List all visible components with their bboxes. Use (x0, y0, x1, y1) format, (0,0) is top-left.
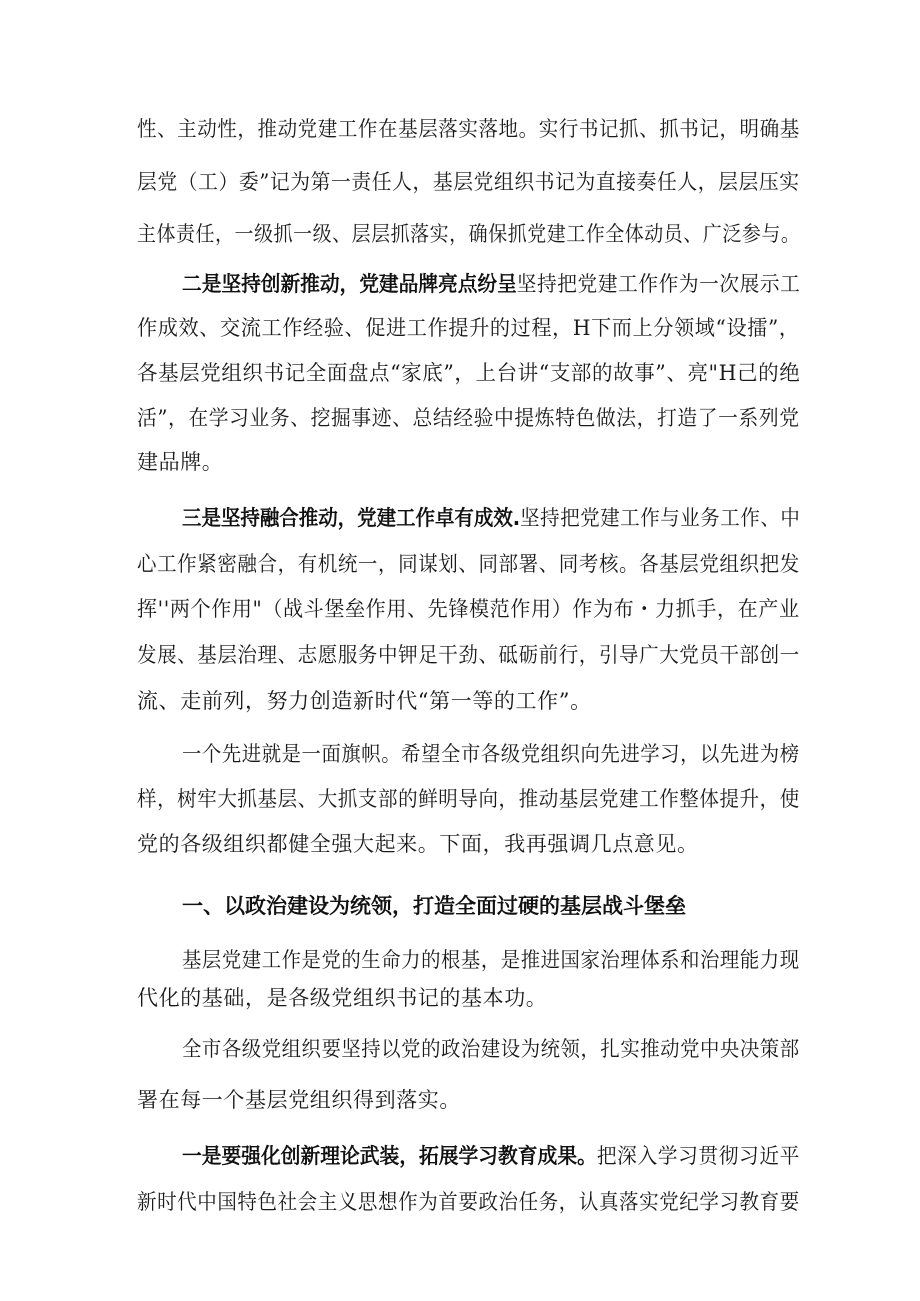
line-text: 新时代中国特色社会主义思想作为首要政治任务，认真落实党纪学习教育要 (137, 1190, 800, 1214)
line-text: 样，树牢大抓基层、大抓支部的鲜明导向，推动基层党建工作整体提升，使 (137, 787, 800, 811)
paragraph-start-line (182, 945, 800, 975)
line-text: 党的各级组织都健全强大起来。下面，我再强调几点意见。 (137, 832, 699, 856)
paragraph-start-line (182, 503, 800, 533)
line-text: 坚持把党建工作与业务工作、中 (520, 506, 801, 530)
paragraph-start-line (182, 1034, 800, 1064)
line-text: 坚持把党建工作作为一次展示工 (516, 272, 801, 296)
line-text: 把深入学习贯彻习近平 (596, 1144, 800, 1168)
paragraph-lead-heading: 二是坚持创新推动，党建品牌亮点纷呈 (182, 272, 517, 296)
line-text: 层党（工）委”记为第一责任人，基层党组织书记为直接奏任人，层层压实 (137, 170, 800, 194)
body-line (137, 784, 800, 814)
line-text: 基层党建工作是党的生命力的根基，是推进国家治理体系和治理能力现 (182, 948, 800, 972)
line-text: 全市各级党组织要坚持以党的政治建设为统领，扎实推动党中央决策部 (182, 1037, 800, 1061)
body-line (137, 983, 547, 1013)
paragraph-start-line (182, 739, 800, 769)
paragraph-lead-heading: 三是坚持融合推动，党建工作卓有成效. (182, 506, 521, 530)
section-heading (182, 891, 686, 921)
line-text: 一个先进就是一面旗帜。希望全市各级党组织向先进学习，以先进为榜 (182, 742, 800, 766)
body-line (137, 686, 592, 716)
line-text: 发展、基层治理、志愿服务中钾足干劲、砥砺前行，引导广大党员干部创一 (137, 643, 800, 667)
body-line (137, 1085, 461, 1115)
line-text: 心工作紧密融合，有机统一，同谋划、同部署、同考核。各基层党组织把发 (137, 552, 800, 576)
body-line (137, 358, 800, 388)
body-line (137, 313, 800, 343)
line-text: 活”，在学习业务、挖掘事迹、总结经验中提炼特色做法，打造了一系列党 (137, 406, 800, 430)
section-heading-text: 一、以政治建设为统领，打造全面过硬的基层战斗堡垒 (182, 894, 686, 918)
paragraph-start-line (182, 269, 800, 299)
body-line (137, 640, 800, 670)
body-line (137, 167, 800, 197)
paragraph-start-line (182, 1141, 800, 1171)
body-line (137, 114, 800, 144)
body-line (137, 219, 800, 249)
line-text: 性、主动性，推动党建工作在基层落实落地。实行书记抓、抓书记，明确基 (137, 117, 800, 141)
body-line (137, 549, 800, 579)
line-text: 代化的基础，是各级党组织书记的基本功。 (137, 986, 548, 1010)
paragraph-lead-heading: 一是要强化创新理论武装，拓展学习教育成果。 (182, 1144, 597, 1168)
line-text: 署在每一个基层党组织得到落实。 (137, 1088, 461, 1112)
line-text: 主体责任，一级抓一级、层层抓落实，确保抓党建工作全体动员、广泛参与。 (137, 222, 801, 246)
line-text: 各基层党组织书记全面盘点“家底”，上台讲“支部的故事”、亮"H己的绝 (137, 361, 801, 385)
body-line (137, 447, 223, 477)
line-text: 挥''两个作用"（战斗堡垒作用、先锋模范作用）作为布・力抓手，在产业 (137, 597, 800, 621)
body-line (137, 403, 800, 433)
body-line (137, 1187, 800, 1217)
line-text: 作成效、交流工作经验、促进工作提升的过程，H下而上分领域“设擂”， (137, 316, 800, 340)
body-line (137, 594, 800, 624)
line-text: 流、走前列，努力创造新时代“第一等的工作”。 (137, 689, 592, 713)
line-text: 建品牌。 (137, 450, 224, 474)
body-line (137, 829, 699, 859)
